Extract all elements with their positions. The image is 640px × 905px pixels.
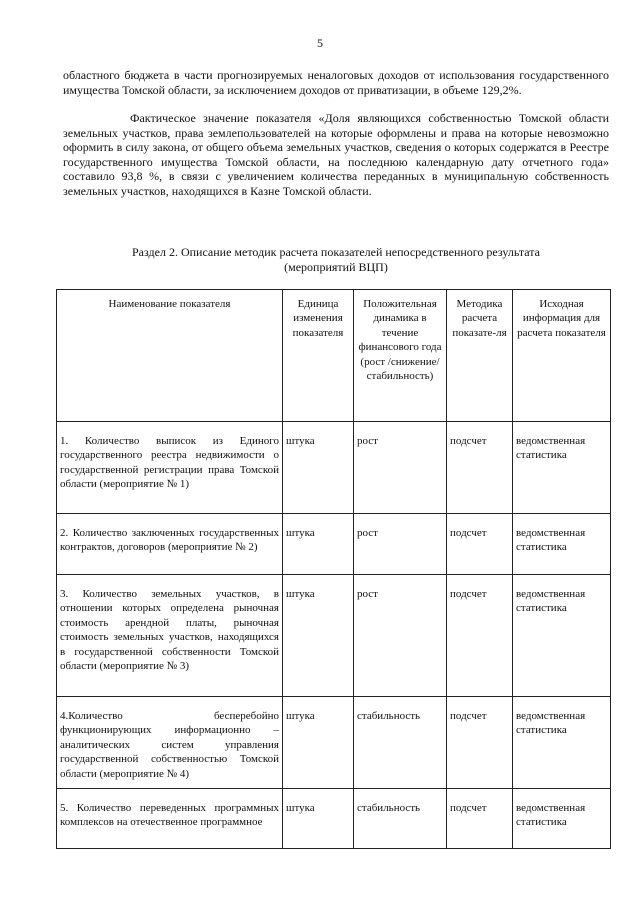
row-5-name: 5. Количество переведенных программных комплексов на отечественное программное (57, 789, 283, 849)
row-4-source: ведомственная статистика (513, 697, 611, 789)
row-2-source: ведомственная статистика (513, 514, 611, 575)
header-method: Методика расчета показате-ля (447, 290, 513, 422)
row-2-name: 2. Количество заключенных государственных контрактов, договоров (мероприятие № 2) (57, 514, 283, 575)
row-3-unit: штука (283, 575, 354, 697)
indicators-table (56, 289, 611, 849)
table-row (57, 514, 611, 575)
row-1-method: подсчет (447, 422, 513, 514)
row-3-method: подсчет (447, 575, 513, 697)
row-2-unit: штука (283, 514, 354, 575)
header-source: Исходная информация для расчета показателя (513, 290, 611, 422)
row-5-dynamics: стабильность (354, 789, 447, 849)
paragraph-land-share: Фактическое значение показателя «Доля являющихся собственностью Томской области земельных участков, права землепользователей на которые оформлены и права на которые невозможно оформить в силу закона, от общего объема земельных участков, сведения о которых содержатся в Реестре государственного имущества Томской области, на последнюю календарную дату отчетного года» составило 93,8 %, в связи с увеличением количества переданных в муниципальную собственность земельных участков, находящихся в Казне Томской области. (63, 111, 609, 198)
page-number: 5 (317, 36, 323, 50)
table-row (57, 697, 611, 789)
section-title-line1: Раздел 2. Описание методик расчета показателей непосредственного результата (132, 245, 540, 259)
row-1-dynamics: рост (354, 422, 447, 514)
row-1-name: 1. Количество выписок из Единого государственного реестра недвижимости о государственной регистрации права Томской области (мероприятие № 1) (57, 422, 283, 514)
row-2-dynamics: рост (354, 514, 447, 575)
table-row (57, 575, 611, 697)
row-3-dynamics: рост (354, 575, 447, 697)
table-row (57, 422, 611, 514)
row-4-name: 4.Количество бесперебойно функционирующих информационно – аналитических систем управления государственной собственностью Томской области (мероприятие № 4) (57, 697, 283, 789)
row-1-source: ведомственная статистика (513, 422, 611, 514)
header-name: Наименование показателя (57, 290, 283, 422)
row-4-dynamics: стабильность (354, 697, 447, 789)
row-1-unit: штука (283, 422, 354, 514)
row-2-method: подсчет (447, 514, 513, 575)
row-5-method: подсчет (447, 789, 513, 849)
row-3-source: ведомственная статистика (513, 575, 611, 697)
row-5-unit: штука (283, 789, 354, 849)
table-header-row (57, 290, 611, 422)
header-unit: Единица изменения показателя (283, 290, 354, 422)
row-5-source: ведомственная статистика (513, 789, 611, 849)
header-dynamics: Положительная динамика в течение финансового года (рост /снижение/ стабильность) (354, 290, 447, 422)
section-title-line2: (мероприятий ВЦП) (284, 260, 388, 274)
paragraph-budget-revenue: областного бюджета в части прогнозируемых неналоговых доходов от использования государственного имущества Томской области, за исключением доходов от приватизации, в объеме 129,2%. (63, 68, 609, 97)
row-4-unit: штука (283, 697, 354, 789)
table-row (57, 789, 611, 849)
row-3-name: 3. Количество земельных участков, в отношении которых определена рыночная стоимость арендной платы, рыночная стоимость земельных участков, находящихся в государственной собственности Томской области (мероприятие № 3) (57, 575, 283, 697)
row-4-method: подсчет (447, 697, 513, 789)
section-title (63, 245, 609, 275)
